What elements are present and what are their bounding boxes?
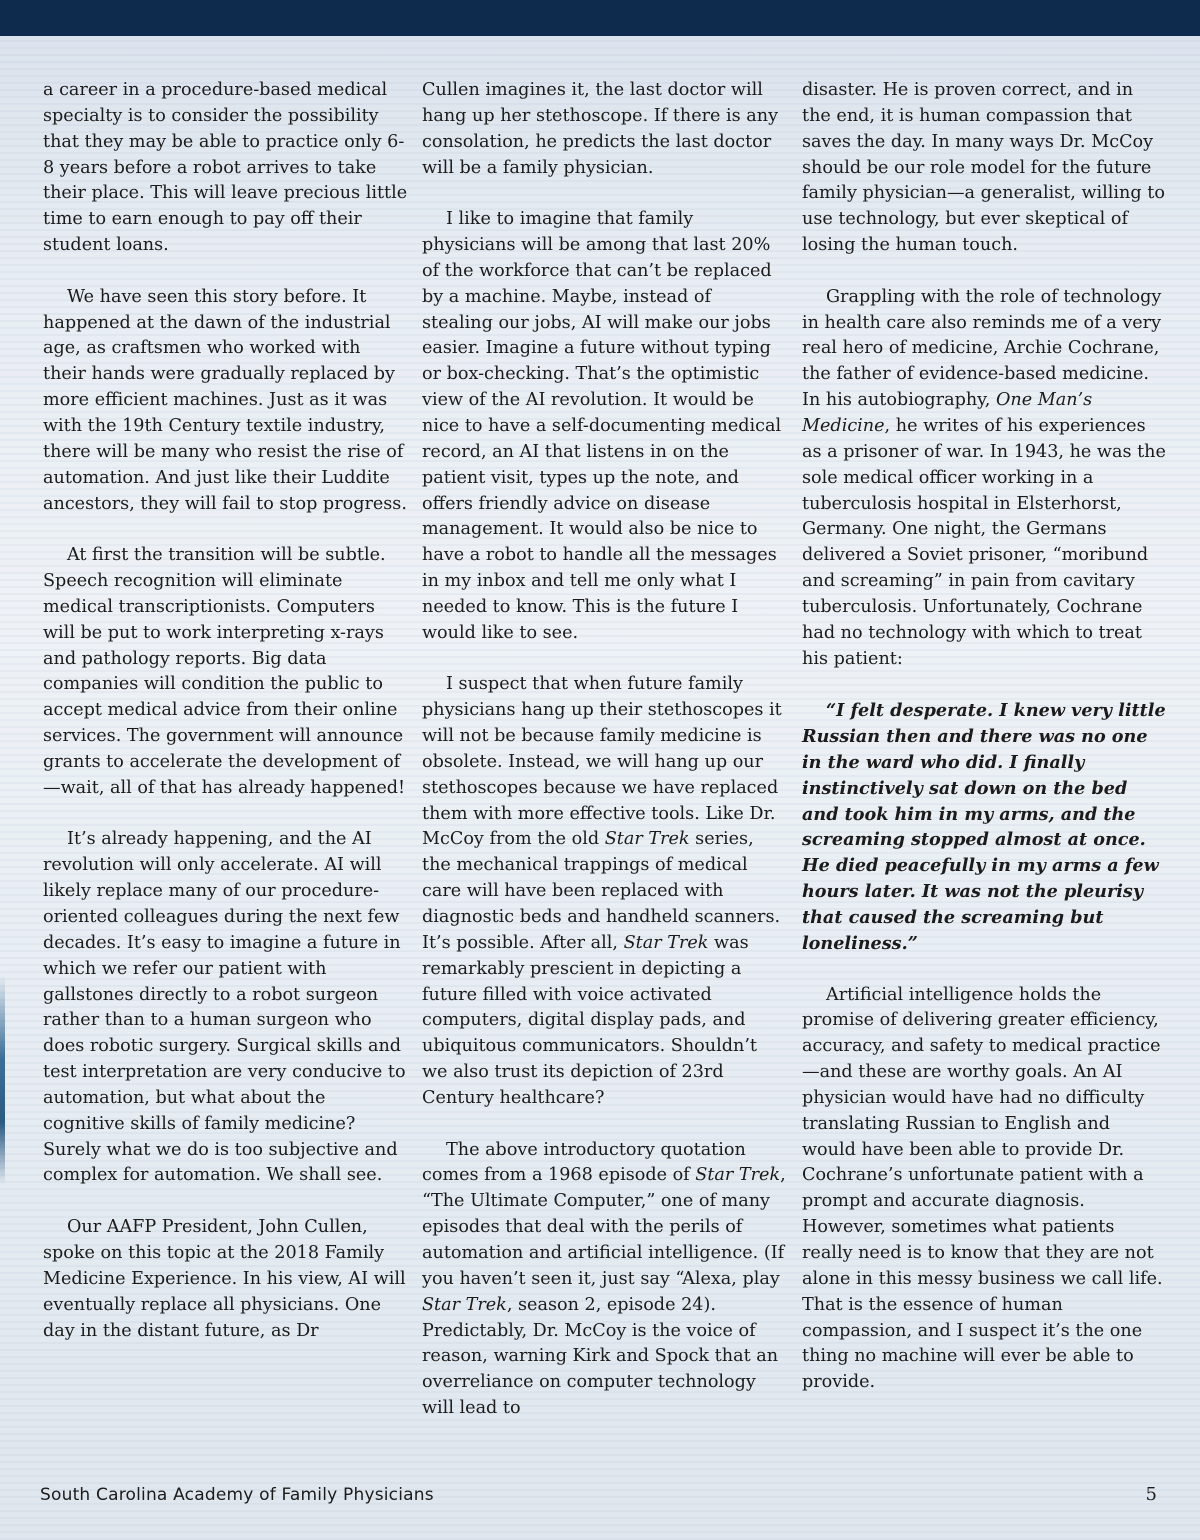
paragraph-text: a career in a procedure-based medical specialty is to consider the possibility that they may be able to practice only 6-8 years before a robot arrives to take their place. This will leave precious little time to earn enough to pay off their student loans. [43, 80, 408, 256]
paragraph-text: We have seen this story before. It happened at the dawn of the industrial age, as craftsmen who worked with their hands were gradually replaced by more efficient machines. Just as it was with the 19th Century textile industry, there will be many who resist the rise of automation. And just like their Luddite ancestors, they will fail to stop progress. [43, 286, 407, 514]
title-italic: Star Trek [695, 1165, 781, 1186]
article-paragraph [802, 78, 1167, 259]
paragraph-text: Our AAFP President, John Cullen, spoke on this topic at the 2018 Family Medicine Experience. In his view, AI will eventually replace all physicians. One day in the distant future, as Dr [43, 1217, 406, 1341]
column-3 [802, 78, 1167, 1396]
top-banner [0, 0, 1200, 36]
article-body [0, 78, 1200, 1438]
paragraph-text: disaster. He is proven correct, and in the end, it is human compassion that saves the day. In many ways Dr. McCoy should be our role model for the future family physician—a generalist, willing to use technology, but ever skeptical of losing the human touch. [802, 80, 1165, 256]
title-italic: Star Trek [604, 829, 690, 850]
article-paragraph [422, 1138, 787, 1422]
column-2 [422, 78, 787, 1422]
paragraph-text: series, the mechanical trappings of medical care will have been replaced with diagnostic beds and handheld scanners. It’s possible. After all, [422, 829, 781, 953]
paragraph-text: The above introductory quotation comes from a 1968 episode of [422, 1139, 746, 1186]
paragraph-text: Grappling with the role of technology in health care also reminds me of a very real hero of medicine, Archie Cochrane, the father of evidence-based medicine. In his autobiography, [802, 286, 1162, 411]
title-italic: One Man’s Medicine [802, 390, 1093, 436]
paragraph-text: Artificial intelligence holds the promise of delivering greater efficiency, accuracy, and safety to medical practice—and these are worthy goals. An AI physician would have had no difficulty translating Russian to English and would have been able to provide Dr. Cochrane’s unfortunate patient with a prompt and accurate diagnosis. However, sometimes what patients really need is to know that they are not alone in this messy business we call life. That is the essence of human compassion, and I suspect it’s the one thing no machine will ever be able to provide. [802, 984, 1163, 1393]
title-italic: Star Trek [422, 1294, 507, 1315]
column-1 [43, 78, 408, 1344]
article-paragraph [43, 1215, 408, 1344]
article-paragraph [43, 543, 408, 801]
article-paragraph [802, 983, 1167, 1397]
page-number: 5 [1145, 1484, 1157, 1505]
paragraph-text: was remarkably prescient in depicting a future filled with voice activated computers, digital display pads, and ubiquitous communicators. Shouldn’t we also trust its depiction of 23rd Century healthcare? [422, 932, 757, 1108]
title-italic: Star Trek [623, 932, 709, 953]
article-paragraph [802, 285, 1167, 673]
paragraph-text: , season 2, episode 24). Predictably, Dr. McCoy is the voice of reason, warning Kirk and Spock that an overreliance on computer technology will lead to [422, 1294, 779, 1419]
paragraph-text: I suspect that when future family physicians hang up their stethoscopes it will not be because family medicine is obsolete. Instead, we will hang up our stethoscopes because we have replaced them with more effective tools. Like Dr. McCoy from the old [422, 674, 782, 850]
article-paragraph [43, 285, 408, 518]
block-quote-text: “I felt desperate. I knew very little Russian then and there was no one in the ward who did. I finally instinctively sat down on the bed and took him in my arms, and the screaming stopped almost at once. He died peacefully in my arms a few hours later. It was not the pleurisy that caused the screaming but loneliness.” [802, 700, 1166, 954]
paragraph-text: It’s already happening, and the AI revolution will only accelerate. AI will likely replace many of our procedure-oriented colleagues during the next few decades. It’s easy to imagine a future in which we refer our patient with gallstones directly to a robot surgeon rather than to a human surgeon who does robotic surgery. Surgical skills and test interpretation are very conducive to automation, but what about the cognitive skills of family medicine? Surely what we do is too subjective and complex for automation. We shall see. [43, 829, 406, 1186]
article-paragraph [43, 78, 408, 259]
article-paragraph [422, 207, 787, 646]
paragraph-text: Cullen imagines it, the last doctor will hang up her stethoscope. If there is any consolation, he predicts the last doctor will be a family physician. [422, 80, 779, 178]
paragraph-text: I like to imagine that family physicians will be among that last 20% of the workforce that can’t be replaced by a machine. Maybe, instead of stealing our jobs, AI will make our jobs easier. Imagine a future without typing or box-checking. That’s the optimistic view of the AI revolution. It would be nice to have a self-documenting medical record, an AI that listens in on the patient visit, types up the note, and offers friendly advice on disease management. It would also be nice to have a robot to handle all the messages in my inbox and tell me only what I needed to know. This is the future I would like to see. [422, 209, 782, 643]
publication-name: South Carolina Academy of Family Physicians [40, 1485, 434, 1505]
article-paragraph [422, 78, 787, 181]
article-paragraph [422, 672, 787, 1111]
article-paragraph [802, 698, 1167, 956]
paragraph-text: At first the transition will be subtle. Speech recognition will eliminate medical transcriptionists. Computers will be put to work interpreting x-rays and pathology reports. Big data companies will condition the public to accept medical advice from their online services. The government will announce grants to accelerate the development of—wait, all of that has already happened! [43, 545, 406, 798]
paragraph-text: , “The Ultimate Computer,” one of many episodes that deal with the perils of automation and artificial intelligence. (If you haven’t seen it, just say “Alexa, play [422, 1165, 786, 1289]
paragraph-text: , he writes of his experiences as a prisoner of war. In 1943, he was the sole medical officer working in a tuberculosis hospital in Elsterhorst, Germany. One night, the Germans delivered a Soviet prisoner, “moribund and screaming” in pain from cavitary tuberculosis. Unfortunately, Cochrane had no technology with which to treat his patient: [802, 415, 1166, 669]
article-paragraph [43, 827, 408, 1189]
